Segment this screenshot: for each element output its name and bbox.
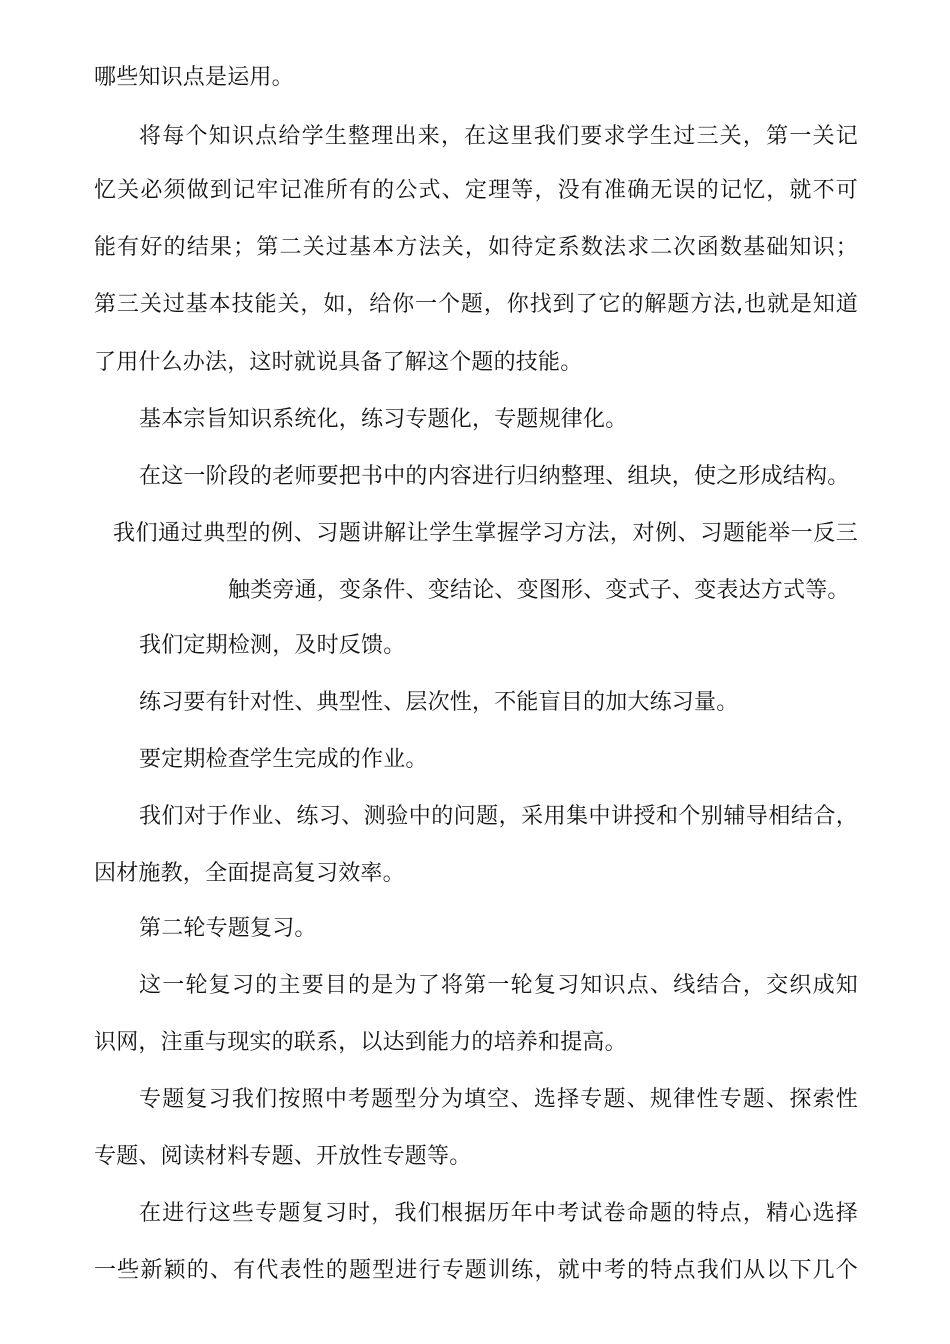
paragraph-line: 我们通过典型的例、习题讲解让学生掌握学习方法，对例、习题能举一反三 [113, 521, 858, 546]
section-heading: 第二轮专题复习。 [139, 916, 317, 941]
paragraph-line: 在这一阶段的老师要把书中的内容进行归纳整理、组块，使之形成结构。 [139, 464, 850, 489]
paragraph-line: 能有好的结果；第二关过基本方法关，如待定系数法求二次函数基础知识； [94, 235, 858, 260]
paragraph-line: 忆关必须做到记牢记准所有的公式、定理等，没有准确无误的记忆，就不可 [94, 178, 858, 203]
paragraph-line: 专题复习我们按照中考题型分为填空、选择专题、规律性专题、探索性 [139, 1087, 858, 1112]
paragraph-line: 触类旁通，变条件、变结论、变图形、变式子、变表达方式等。 [228, 578, 850, 603]
paragraph-line: 识网，注重与现实的联系，以达到能力的培养和提高。 [94, 1030, 627, 1055]
paragraph-line: 在进行这些专题复习时，我们根据历年中考试卷命题的特点，精心选择 [139, 1201, 858, 1226]
paragraph-line: 了用什么办法，这时就说具备了解这个题的技能。 [94, 350, 583, 375]
paragraph-line: 我们定期检测，及时反馈。 [139, 633, 406, 658]
paragraph-line: 第三关过基本技能关，如，给你一个题，你找到了它的解题方法,也就是知道 [94, 292, 858, 317]
paragraph-line: 我们对于作业、练习、测验中的问题，采用集中讲授和个别辅导相结合， [139, 804, 858, 829]
paragraph-line: 将每个知识点给学生整理出来，在这里我们要求学生过三关，第一关记 [139, 124, 858, 149]
paragraph-line: 练习要有针对性、典型性、层次性，不能盲目的加大练习量。 [139, 690, 739, 715]
paragraph-line: 专题、阅读材料专题、开放性专题等。 [94, 1144, 472, 1169]
paragraph-line: 一些新颖的、有代表性的题型进行专题训练，就中考的特点我们从以下几个 [94, 1258, 858, 1283]
paragraph-line: 因材施教，全面提高复习效率。 [94, 861, 405, 886]
paragraph-line: 这一轮复习的主要目的是为了将第一轮复习知识点、线结合，交织成知 [139, 973, 858, 998]
text-line: 哪些知识点是运用。 [94, 65, 294, 90]
paragraph-line: 基本宗旨知识系统化，练习专题化，专题规律化。 [139, 407, 628, 432]
paragraph-line: 要定期检查学生完成的作业。 [139, 747, 428, 772]
